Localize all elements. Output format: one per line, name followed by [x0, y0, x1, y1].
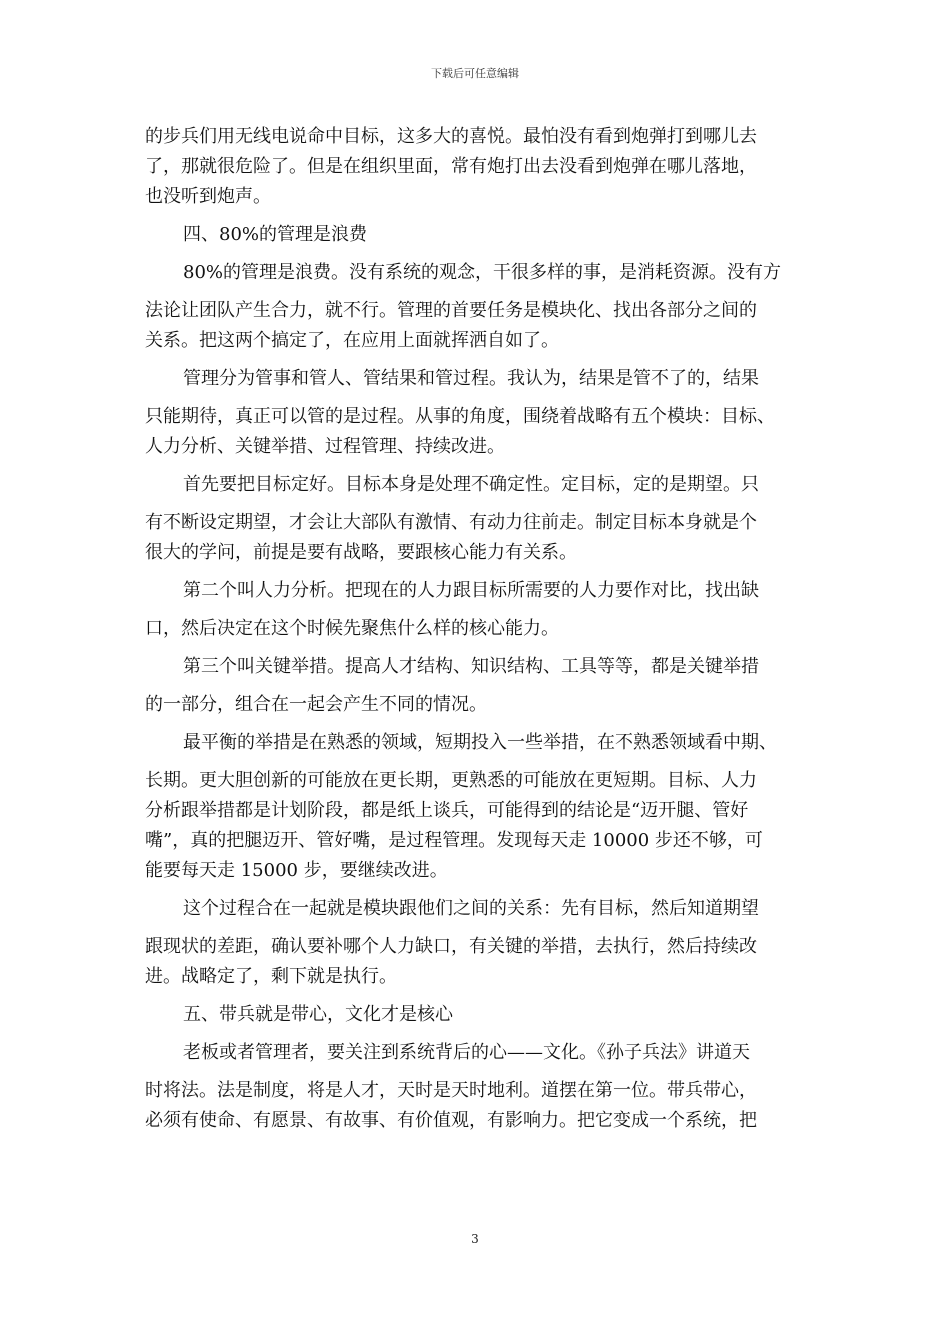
paragraph [145, 470, 807, 508]
paragraph [145, 932, 807, 1000]
text-line: 也没听到炮声。 [145, 186, 271, 207]
text-line: 口，然后决定在这个时候先聚焦什么样的核心能力。 [145, 618, 559, 639]
paragraph [145, 258, 807, 296]
text-line: 长期。更大胆创新的可能放在更长期，更熟悉的可能放在更短期。目标、人力 [145, 770, 757, 791]
paragraph [145, 296, 807, 364]
text-line: 能要每天走 15000 步，要继续改进。 [145, 860, 448, 881]
text-line: 必须有使命、有愿景、有故事、有价值观，有影响力。把它变成一个系统，把 [145, 1110, 757, 1131]
paragraph [145, 652, 807, 690]
text-line: 最平衡的举措是在熟悉的领域，短期投入一些举措，在不熟悉领域看中期、 [183, 732, 777, 753]
text-line: 嘴”，真的把腿迈开、管好嘴，是过程管理。发现每天走 10000 步还不够，可 [145, 830, 763, 851]
paragraph [145, 576, 807, 614]
page-number: 3 [471, 1232, 479, 1246]
text-line: 80%的管理是浪费。没有系统的观念，干很多样的事，是消耗资源。没有方 [183, 262, 782, 283]
paragraph [145, 1038, 807, 1076]
text-line: 时将法。法是制度，将是人才，天时是天时地利。道摆在第一位。带兵带心， [145, 1080, 757, 1101]
text-line: 的步兵们用无线电说命中目标，这多大的喜悦。最怕没有看到炮弹打到哪儿去 [145, 126, 757, 147]
paragraph [145, 766, 807, 894]
text-line: 第二个叫人力分析。把现在的人力跟目标所需要的人力要作对比，找出缺 [183, 580, 759, 601]
paragraph [145, 1076, 807, 1144]
text-line: 人力分析、关键举措、过程管理、持续改进。 [145, 436, 505, 457]
text-line: 首先要把目标定好。目标本身是处理不确定性。定目标，定的是期望。只 [183, 474, 759, 495]
paragraph [145, 220, 807, 258]
paragraph [145, 1000, 807, 1038]
paragraph [145, 402, 807, 470]
text-line: 的一部分，组合在一起会产生不同的情况。 [145, 694, 487, 715]
text-line: 分析跟举措都是计划阶段，都是纸上谈兵，可能得到的结论是“迈开腿、管好 [145, 800, 749, 821]
text-line: 四、80%的管理是浪费 [183, 224, 368, 245]
paragraph [145, 508, 807, 576]
text-line: 老板或者管理者，要关注到系统背后的心——文化。《孙子兵法》讲道天 [183, 1042, 750, 1063]
document-body [145, 122, 807, 1144]
text-line: 关系。把这两个搞定了，在应用上面就挥洒自如了。 [145, 330, 559, 351]
text-line: 进。战略定了，剩下就是执行。 [145, 966, 397, 987]
text-line: 法论让团队产生合力，就不行。管理的首要任务是模块化、找出各部分之间的 [145, 300, 757, 321]
page-header: 下载后可任意编辑 [431, 67, 519, 80]
paragraph [145, 122, 807, 220]
text-line: 第三个叫关键举措。提高人才结构、知识结构、工具等等，都是关键举措 [183, 656, 759, 677]
text-line: 跟现状的差距，确认要补哪个人力缺口，有关键的举措，去执行，然后持续改 [145, 936, 757, 957]
text-line: 五、带兵就是带心，文化才是核心 [183, 1004, 453, 1025]
paragraph [145, 364, 807, 402]
paragraph [145, 614, 807, 652]
paragraph [145, 728, 807, 766]
text-line: 很大的学问，前提是要有战略，要跟核心能力有关系。 [145, 542, 577, 563]
text-line: 只能期待，真正可以管的是过程。从事的角度，围绕着战略有五个模块：目标、 [145, 406, 775, 427]
paragraph [145, 690, 807, 728]
text-line: 有不断设定期望，才会让大部队有激情、有动力往前走。制定目标本身就是个 [145, 512, 757, 533]
text-line: 这个过程合在一起就是模块跟他们之间的关系：先有目标，然后知道期望 [183, 898, 759, 919]
text-line: 了，那就很危险了。但是在组织里面，常有炮打出去没看到炮弹在哪儿落地， [145, 156, 757, 177]
text-line: 管理分为管事和管人、管结果和管过程。我认为，结果是管不了的，结果 [183, 368, 759, 389]
paragraph [145, 894, 807, 932]
